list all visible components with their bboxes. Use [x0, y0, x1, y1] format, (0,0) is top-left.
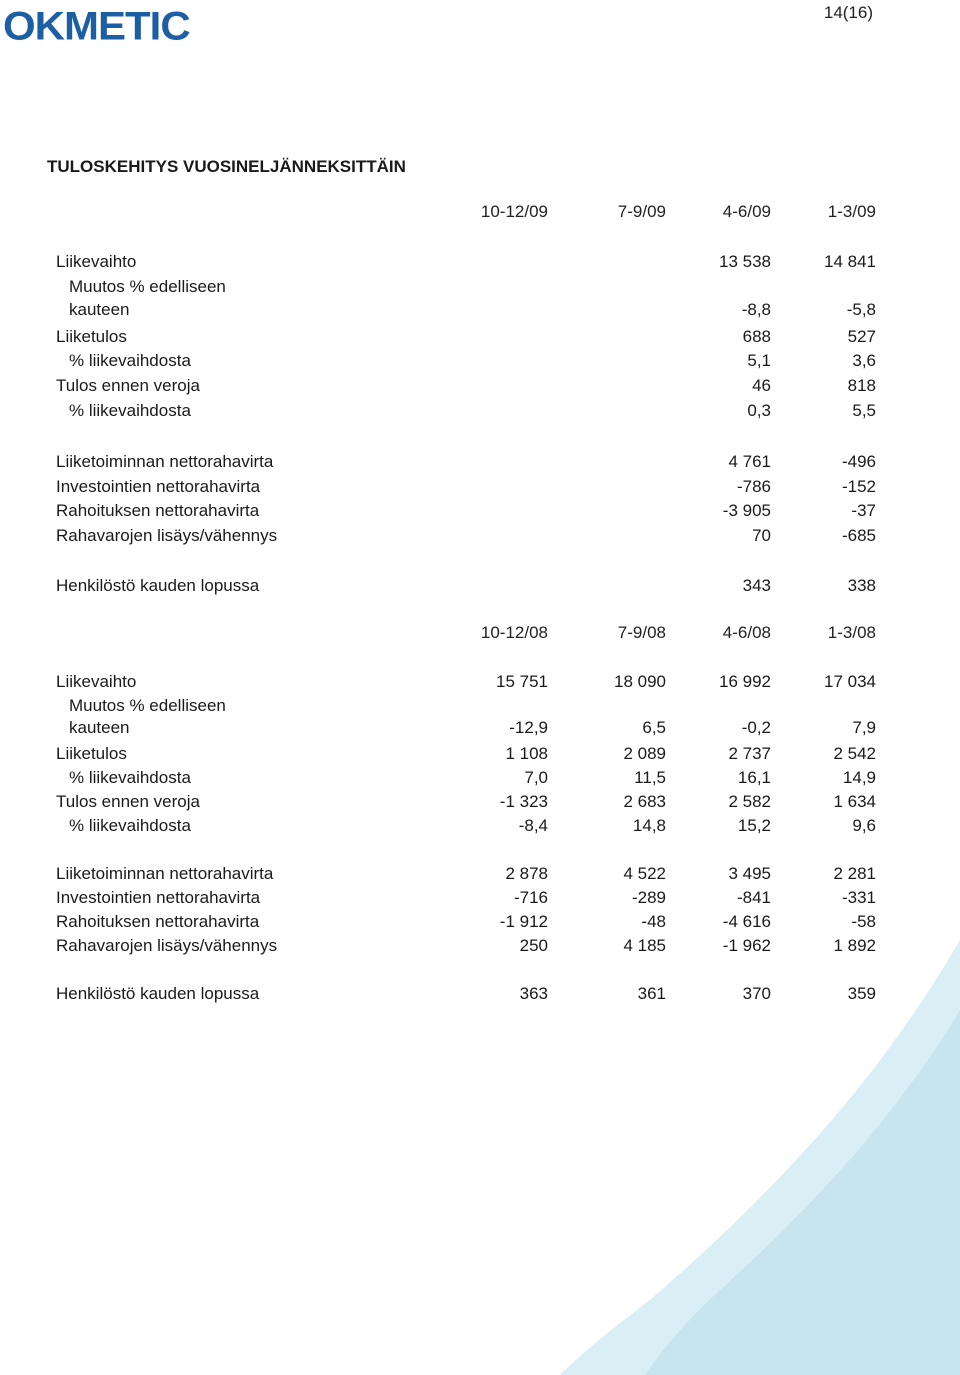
cell: 2 683: [623, 792, 666, 811]
cell: -685: [841, 526, 876, 545]
cell: 2 582: [728, 792, 771, 811]
cell: 688: [742, 327, 771, 346]
row-label: Liiketulos: [56, 744, 127, 763]
page-title: TULOSKEHITYS VUOSINELJÄNNEKSITTÄIN: [47, 157, 406, 176]
cell: 361: [637, 984, 666, 1003]
cell: -58: [851, 912, 876, 931]
table-row: [0, 251, 960, 275]
row-label: Liiketoiminnan nettorahavirta: [56, 864, 274, 883]
cell: 370: [742, 984, 771, 1003]
cell: -0,2: [741, 718, 771, 737]
cell: 17 034: [824, 672, 876, 691]
table-row: [0, 375, 960, 399]
cell: -8,4: [518, 816, 548, 835]
cell: 6,5: [642, 718, 666, 737]
cell: 2 737: [728, 744, 771, 763]
row-label: Henkilöstö kauden lopussa: [56, 984, 260, 1003]
table-row: [0, 743, 960, 767]
cell: 11,5: [634, 768, 666, 787]
row-label: Rahavarojen lisäys/vähennys: [56, 936, 278, 955]
table-row: [0, 983, 960, 1007]
row-label: Tulos ennen veroja: [56, 376, 200, 395]
table-row: [0, 400, 960, 424]
cell: 3,6: [852, 351, 876, 370]
cell: -786: [736, 477, 771, 496]
row-label: Investointien nettorahavirta: [56, 477, 261, 496]
table-row: [0, 326, 960, 350]
row-label: Investointien nettorahavirta: [56, 888, 261, 907]
period-label: 10-12/09: [480, 202, 548, 221]
cell: -496: [841, 452, 876, 471]
cell: -1 323: [499, 792, 548, 811]
cell: 70: [752, 526, 771, 545]
cell: 14 841: [824, 252, 876, 271]
period-header-2008: [0, 622, 960, 646]
table-row: [0, 276, 960, 300]
cell: 7,0: [524, 768, 548, 787]
table-row: [0, 911, 960, 935]
cell: 527: [847, 327, 876, 346]
period-label: 7-9/09: [617, 202, 666, 221]
table-row: [0, 451, 960, 475]
cell: 2 542: [833, 744, 876, 763]
cell: 0,3: [747, 401, 771, 420]
period-label: 10-12/08: [480, 623, 548, 642]
cell: 4 185: [623, 936, 666, 955]
cell: 7,9: [852, 718, 876, 737]
row-label: Muutos % edelliseen: [69, 277, 226, 296]
row-label: Liiketulos: [56, 327, 127, 346]
row-label: % liikevaihdosta: [69, 401, 191, 420]
table-row: [0, 671, 960, 695]
cell: 15,2: [737, 816, 771, 835]
table-row: [0, 350, 960, 374]
cell: -1 912: [499, 912, 548, 931]
cell: 4 761: [728, 452, 771, 471]
cell: 14,9: [842, 768, 876, 787]
table-row: [0, 695, 960, 719]
cell: -1 962: [722, 936, 771, 955]
cell: 15 751: [496, 672, 548, 691]
row-label: kauteen: [69, 300, 130, 319]
page-number: 14(16): [823, 3, 873, 22]
cell: 16 992: [719, 672, 771, 691]
row-label: Rahavarojen lisäys/vähennys: [56, 526, 278, 545]
period-label: 1-3/08: [827, 623, 876, 642]
cell: 2 089: [623, 744, 666, 763]
cell: 4 522: [623, 864, 666, 883]
row-label: Liikevaihto: [56, 672, 137, 691]
row-label: Muutos % edelliseen: [69, 696, 226, 715]
row-label: Liiketoiminnan nettorahavirta: [56, 452, 274, 471]
cell: -152: [841, 477, 876, 496]
period-label: 1-3/09: [827, 202, 876, 221]
cell: -331: [841, 888, 876, 907]
cell: 5,5: [852, 401, 876, 420]
row-label: % liikevaihdosta: [69, 351, 191, 370]
cell: -37: [851, 501, 876, 520]
row-label: Henkilöstö kauden lopussa: [56, 576, 260, 595]
row-label: % liikevaihdosta: [69, 816, 191, 835]
period-label: 4-6/08: [722, 623, 771, 642]
cell: 818: [847, 376, 876, 395]
table-row: [0, 717, 960, 741]
cell: -716: [513, 888, 548, 907]
table-row: [0, 500, 960, 524]
cell: 1 892: [833, 936, 876, 955]
cell: 3 495: [728, 864, 771, 883]
cell: 1 108: [505, 744, 548, 763]
cell: -3 905: [722, 501, 771, 520]
cell: 14,8: [632, 816, 666, 835]
table-row: [0, 863, 960, 887]
cell: 2 281: [833, 864, 876, 883]
cell: 343: [742, 576, 771, 595]
cell: 46: [752, 376, 771, 395]
cell: 16,1: [737, 768, 771, 787]
cell: 1 634: [833, 792, 876, 811]
table-row: [0, 575, 960, 599]
row-label: Rahoituksen nettorahavirta: [56, 501, 260, 520]
table-row: [0, 935, 960, 959]
row-label: % liikevaihdosta: [69, 768, 191, 787]
cell: 13 538: [719, 252, 771, 271]
table-row: [0, 791, 960, 815]
cell: -289: [631, 888, 666, 907]
table-row: [0, 299, 960, 323]
cell: 2 878: [505, 864, 548, 883]
cell: 5,1: [747, 351, 771, 370]
table-row: [0, 887, 960, 911]
cell: 338: [847, 576, 876, 595]
period-header-2009: [0, 201, 960, 225]
cell: 363: [519, 984, 548, 1003]
cell: -8,8: [741, 300, 771, 319]
row-label: Rahoituksen nettorahavirta: [56, 912, 260, 931]
cell: 250: [519, 936, 548, 955]
row-label: kauteen: [69, 718, 130, 737]
cell: -5,8: [846, 300, 876, 319]
row-label: Tulos ennen veroja: [56, 792, 200, 811]
period-label: 7-9/08: [617, 623, 666, 642]
cell: -48: [641, 912, 666, 931]
cell: 18 090: [614, 672, 666, 691]
row-label: Liikevaihto: [56, 252, 137, 271]
cell: 359: [847, 984, 876, 1003]
cell: -12,9: [509, 718, 548, 737]
cell: 9,6: [852, 816, 876, 835]
cell: -841: [736, 888, 771, 907]
period-label: 4-6/09: [722, 202, 771, 221]
table-row: [0, 525, 960, 549]
table-row: [0, 476, 960, 500]
table-row: [0, 815, 960, 839]
table-row: [0, 767, 960, 791]
cell: -4 616: [722, 912, 771, 931]
company-logo: OKMETIC: [3, 3, 190, 48]
